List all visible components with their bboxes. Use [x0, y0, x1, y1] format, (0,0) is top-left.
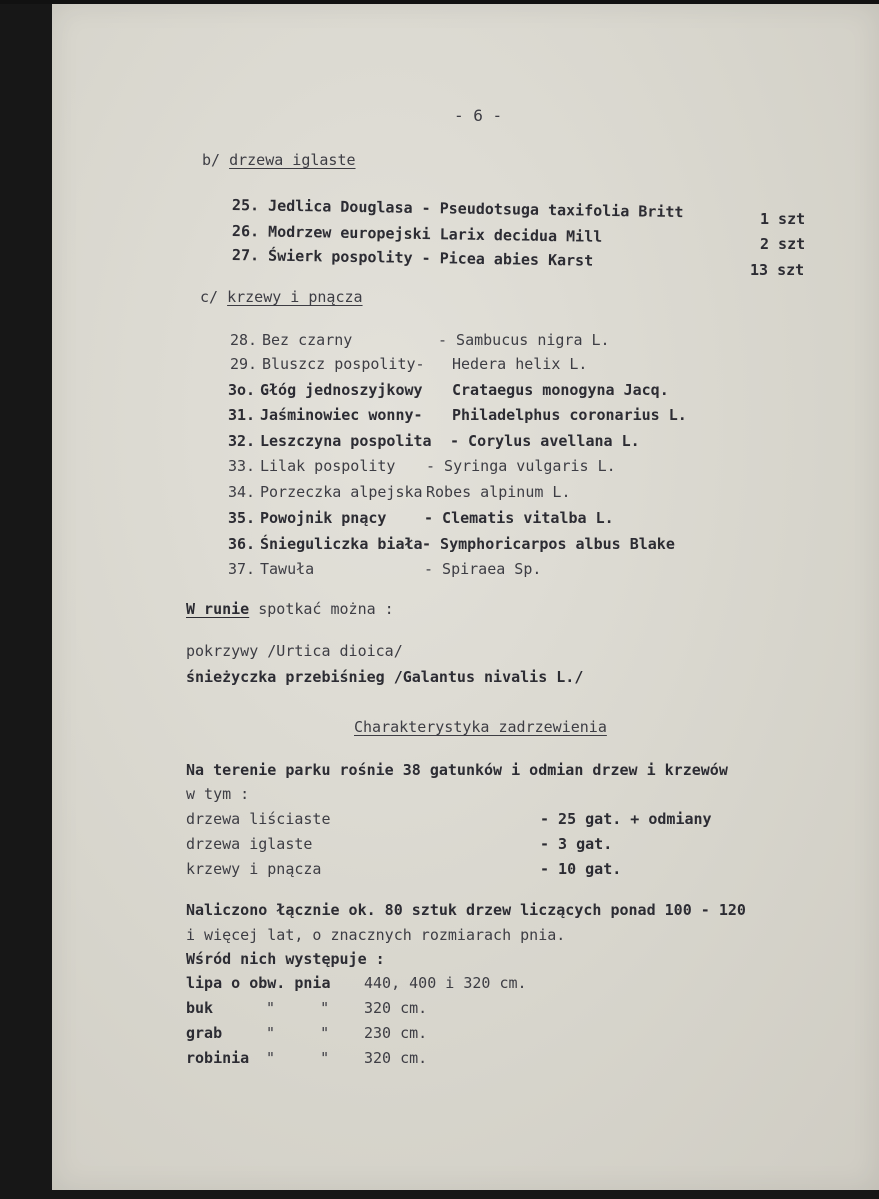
- section-b-heading: [202, 151, 356, 169]
- section-c-heading: [200, 288, 363, 306]
- runia-line: śnieżyczka przebiśnieg /Galantus nivalis L./: [186, 668, 584, 686]
- charakterystyka-title: Charakterystyka zadrzewienia: [354, 718, 607, 736]
- list-item: 25. Jedlica Douglasa - Pseudotsuga taxifolia Britt: [231, 196, 684, 222]
- item-count: 1 szt: [760, 210, 806, 228]
- runia-line: pokrzywy /Urtica dioica/: [186, 642, 403, 660]
- section-b-marker: b/: [202, 151, 221, 169]
- paragraph-line: i więcej lat, o znacznych rozmiarach pnia.: [186, 926, 566, 944]
- list-item: 26. Modrzew europejski Larix decidua Mill: [231, 222, 603, 246]
- paragraph-line: Naliczono łącznie ok. 80 sztuk drzew liczących ponad 100 - 120: [186, 901, 746, 919]
- typewritten-page: - 6 - b/ drzewa iglaste 25. Jedlica Douglasa - Pseudotsuga taxifolia Britt 1 szt 26. Modrzew europejski Larix decidua Mill 2 szt 27. Świerk pospolity - Picea abies Karst 13 szt c/ krzewy i pnącza 28. Bez czarny - Sambucus nigra L. 29. Bluszcz pospolity- Hedera helix L. 3o. Głóg jednoszyjkowy Crataegus monogyna Jacq. 31. Jaśminowiec wonny- Philadelphus coronarius L. 32. Leszczyna pospolita - Corylus avellana L. 33. Lilak pospolity - Syringa vulgaris L. 34. Porzeczka alpejska Robes alpinum L. 35. Powojnik pnący - Clematis vitalba L. 36. Śnieguliczka biała - Symphoricarpos albus Blake 37. Tawuła - Spiraea Sp. W runie spotkać można : pokrzywy /Urtica dioica/ śnieżyczka przebiśnieg /Galantus nivalis L./ Charakterystyka zadrzewienia Na terenie parku rośnie 38 gatunków i odmian drzew i krzewów w tym : drzewa liściaste - 25 gat. + odmiany drzewa iglaste - 3 gat. krzewy i pnącza - 10 gat. Naliczono łącznie ok. 80 sztuk drzew liczących ponad 100 - 120 i więcej lat, o znacznych rozmiarach pnia. Wśród nich występuje : lipa o obw. pnia 440, 400 i 320 cm. buk " " 320 cm. grab " " 230 cm. robinia " " 320 cm.: [52, 4, 879, 1190]
- section-b-title: drzewa iglaste: [229, 151, 356, 169]
- item-count: 2 szt: [760, 235, 806, 253]
- item-count: 13 szt: [750, 261, 805, 279]
- list-item: 27. Świerk pospolity - Picea abies Karst: [231, 246, 594, 270]
- paragraph-line: Wśród nich występuje :: [186, 950, 385, 968]
- page-number: - 6 -: [454, 106, 503, 125]
- intro-line: Na terenie parku rośnie 38 gatunków i odmian drzew i krzewów: [186, 761, 728, 779]
- runia-heading: W runie spotkać można :: [186, 600, 394, 618]
- intro-line: w tym :: [186, 785, 250, 803]
- section-c-title: krzewy i pnącza: [227, 288, 363, 306]
- section-c-marker: c/: [200, 288, 219, 306]
